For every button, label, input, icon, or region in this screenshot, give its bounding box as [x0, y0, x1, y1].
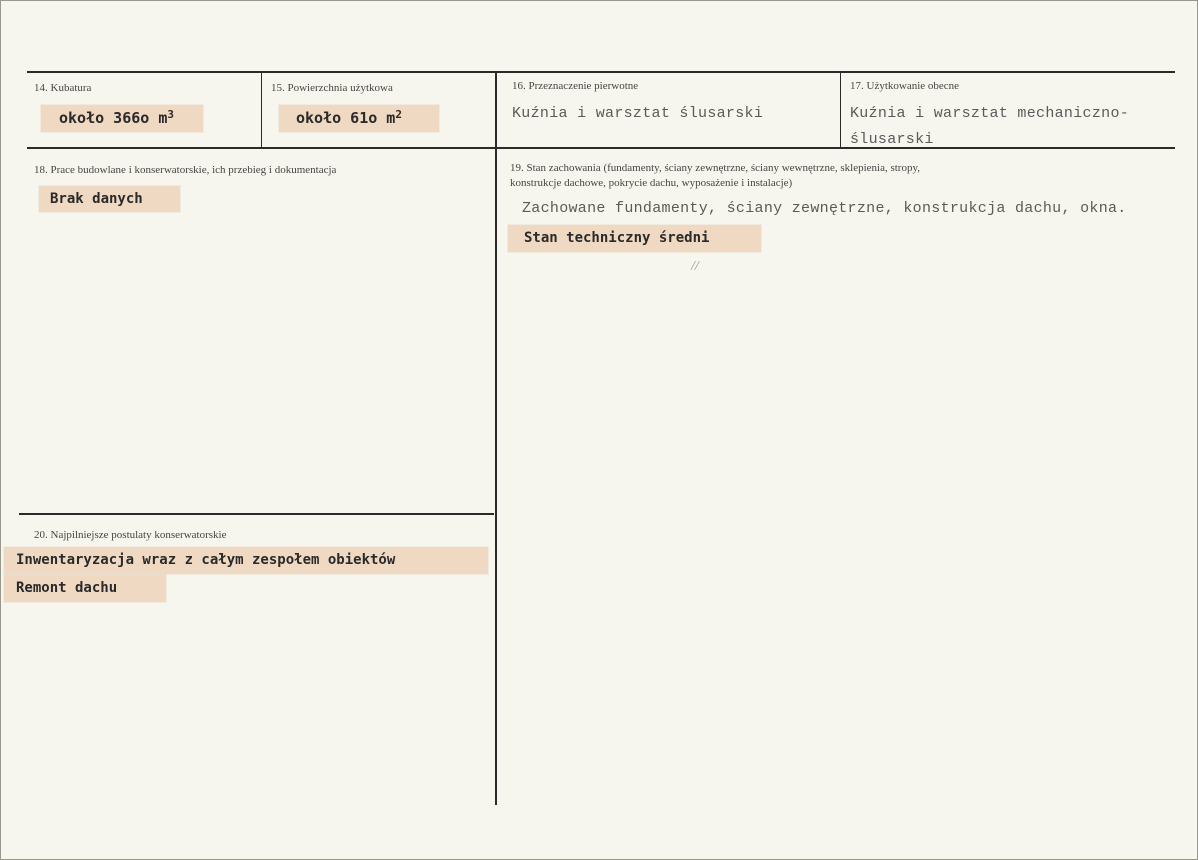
row1-bottom-rule [27, 147, 1175, 149]
field14-value-sup: 3 [167, 108, 174, 121]
field19-value-line1: Zachowane fundamenty, ściany zewnętrzne, konstrukcja dachu, okna. [522, 200, 1127, 217]
field18-value [39, 186, 180, 212]
field14-label: 14. Kubatura [34, 82, 92, 94]
top-rule [27, 71, 1175, 73]
field15-label: 15. Powierzchnia użytkowa [271, 82, 393, 94]
field20-value-line2-text: Remont dachu [16, 580, 118, 596]
field15-value-sup: 2 [395, 108, 402, 121]
field18-value-text: Brak danych [50, 191, 143, 207]
field20-value-line2 [4, 575, 166, 602]
col-divider-3 [840, 73, 841, 147]
field17-label: 17. Użytkowanie obecne [850, 80, 960, 92]
col-divider-1 [261, 73, 262, 147]
field14-value [41, 105, 203, 132]
field19-label-line2: konstrukcje dachowe, pokrycie dachu, wyposażenie i instalacje) [510, 177, 793, 189]
field20-top-rule [19, 513, 494, 515]
field19-value-line2 [508, 225, 761, 252]
field20-value-line1-text: Inwentaryzacja wraz z całym zespołem obiektów [16, 552, 396, 568]
field16-value: Kuźnia i warsztat ślusarski [512, 105, 764, 122]
field17-value-line1: Kuźnia i warsztat mechaniczno- [850, 105, 1130, 122]
field19-value-line2-text: Stan techniczny średni [524, 230, 710, 246]
field16-label: 16. Przeznaczenie pierwotne [512, 80, 639, 92]
field20-label: 20. Najpilniejsze postulaty konserwatorskie [34, 529, 227, 541]
field20-value-line1 [4, 547, 488, 574]
col-divider-2 [495, 73, 497, 805]
field15-value [279, 105, 439, 132]
field15-value-text: około 61o m [296, 109, 396, 127]
field19-pencil-mark: // [691, 259, 699, 274]
field18-label: 18. Prace budowlane i konserwatorskie, ich przebieg i dokumentacja [34, 164, 337, 176]
field14-value-text: około 366o m [59, 109, 168, 127]
field17-value-line2: ślusarski [850, 131, 934, 148]
field19-label-line1: 19. Stan zachowania (fundamenty, ściany zewnętrzne, ściany wewnętrzne, sklepienia, stropy, [510, 162, 921, 174]
